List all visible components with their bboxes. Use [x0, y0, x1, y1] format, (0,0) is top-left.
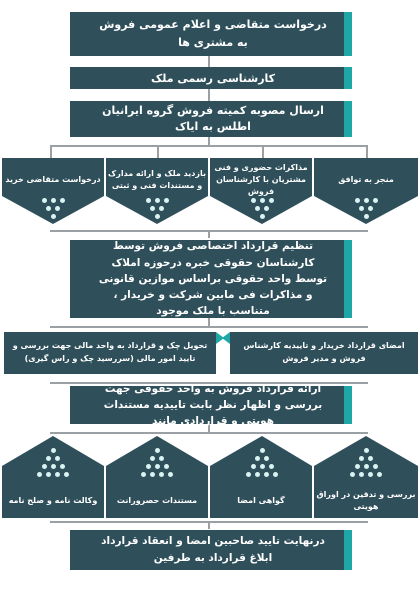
decorative-dot — [164, 464, 169, 469]
decorative-dot — [255, 472, 260, 477]
row2-signing: امضای قرارداد خریدار و تاییدیه کارشناس فروش و مدیر فروش — [230, 332, 418, 374]
cap-right — [344, 67, 352, 89]
decorative-dot — [46, 456, 51, 461]
decorative-dot — [251, 464, 256, 469]
cap-left — [70, 67, 82, 89]
decorative-dot — [368, 206, 373, 211]
decorative-dot — [355, 198, 360, 203]
decorative-dot — [51, 214, 56, 219]
decorative-dot — [164, 198, 169, 203]
row3-documents: مستندات حصرورانت — [116, 496, 198, 505]
decorative-dot — [60, 464, 65, 469]
decorative-dot — [377, 472, 382, 477]
cap-left — [70, 530, 82, 570]
decorative-dot — [364, 464, 369, 469]
decorative-dot — [155, 448, 160, 453]
decorative-dot — [373, 464, 378, 469]
decorative-dot — [264, 456, 269, 461]
decorative-dot — [350, 472, 355, 477]
step-label: تنظیم قرارداد اختصاصی فروش توسط کارشناسان حقوقی خبره درحوزه املاک توسط واحد حقوقی براساس موازین قانونی و مذاکرات فی مابین شرکت و خریدار ، متناسب با ملک موجود — [98, 240, 328, 318]
step-request-announcement — [82, 12, 344, 56]
connector-branch1-v — [208, 137, 210, 147]
decorative-dot — [260, 464, 265, 469]
decorative-dot — [246, 472, 251, 477]
row2-arrows — [0, 332, 420, 346]
decorative-dot — [159, 472, 164, 477]
decorative-dot — [55, 456, 60, 461]
cap-right — [344, 386, 352, 424]
decorative-dot — [355, 464, 360, 469]
row1-item-negotiations: مذاکرات حضوری و فنی مشتریان با کارشناسان فروش — [214, 163, 308, 196]
decorative-dot — [150, 206, 155, 211]
decorative-dot — [373, 198, 378, 203]
row2-cheque-delivery: تحویل چک و قرارداد به واحد مالی جهت بررسی و تایید امور مالی (سررسید چک و راس گیری) — [4, 332, 216, 374]
decorative-dot — [46, 206, 51, 211]
decorative-dot — [269, 198, 274, 203]
step-contract-drafting — [82, 240, 344, 318]
decorative-dot — [51, 198, 56, 203]
decorative-dot — [42, 198, 47, 203]
step-label: درخواست متقاضی و اعلام عمومی فروش به مشتری ها — [99, 18, 327, 49]
decorative-dot — [368, 472, 373, 477]
decorative-dot — [264, 206, 269, 211]
step-label: کارشناسی رسمی ملک — [150, 71, 276, 85]
decorative-dot — [260, 214, 265, 219]
cap-left — [70, 101, 82, 137]
decorative-dot — [359, 206, 364, 211]
decorative-dot — [64, 472, 69, 477]
decorative-dot — [46, 472, 51, 477]
decorative-dot — [42, 464, 47, 469]
decorative-dot — [251, 198, 256, 203]
decorative-dot — [364, 448, 369, 453]
decorative-dot — [37, 472, 42, 477]
cap-left — [70, 12, 82, 56]
decorative-dot — [368, 456, 373, 461]
decorative-dot — [55, 472, 60, 477]
step-legal-review — [82, 382, 344, 428]
decorative-dot — [146, 198, 151, 203]
decorative-dot — [146, 464, 151, 469]
decorative-dot — [60, 198, 65, 203]
step-label: ارائه قرارداد فروش به واحد حقوقی جهت بررسی و اظهار نظر بابت تاییدیه مستندات هویتی و قراردادی مانند — [103, 382, 323, 428]
decorative-dot — [168, 472, 173, 477]
step-official-appraisal — [82, 67, 344, 89]
row3-power-of-attorney: وکالت نامه و صلح نامه — [8, 496, 98, 505]
decorative-dot — [364, 214, 369, 219]
step-committee-approval — [82, 101, 344, 137]
step-label: درنهایت تایید صاحبین امضا و انعقاد قرارداد ابلاغ قرارداد به طرفین — [101, 535, 325, 564]
step-label: ارسال مصوبه کمیته فروش گروه ایرانیان اطلس به ایاک — [102, 103, 324, 133]
row1-item-visit: بازدید ملک و ارائه مدارک و مستندات فنی و ثبتی — [108, 169, 206, 190]
decorative-dot — [260, 448, 265, 453]
decorative-dot — [150, 472, 155, 477]
decorative-dot — [255, 206, 260, 211]
decorative-dot — [364, 198, 369, 203]
decorative-dot — [260, 198, 265, 203]
cap-right — [344, 240, 352, 318]
cap-right — [344, 101, 352, 137]
decorative-dot — [359, 472, 364, 477]
decorative-dot — [150, 456, 155, 461]
decorative-dot — [155, 464, 160, 469]
decorative-dot — [55, 206, 60, 211]
cap-right — [344, 530, 352, 570]
decorative-dot — [159, 456, 164, 461]
row3-signature-cert: گواهی امضا — [237, 496, 285, 505]
decorative-dot — [269, 464, 274, 469]
row3-identity-check: بررسی و تدقین در اوراق هویتی — [316, 490, 416, 511]
decorative-dot — [51, 464, 56, 469]
cap-left — [70, 240, 82, 318]
row1-item-purchase-request: درخواست متقاضی خرید — [5, 175, 101, 184]
decorative-dot — [255, 456, 260, 461]
decorative-dot — [273, 472, 278, 477]
cap-right — [344, 12, 352, 56]
decorative-dot — [155, 198, 160, 203]
decorative-dot — [141, 472, 146, 477]
decorative-dot — [264, 472, 269, 477]
cap-left — [70, 386, 82, 424]
decorative-dot — [51, 448, 56, 453]
decorative-dot — [155, 214, 160, 219]
row1-item-agreement: منجر به توافق — [338, 175, 394, 184]
decorative-dot — [159, 206, 164, 211]
step-final-approval — [82, 530, 344, 570]
decorative-dot — [359, 456, 364, 461]
